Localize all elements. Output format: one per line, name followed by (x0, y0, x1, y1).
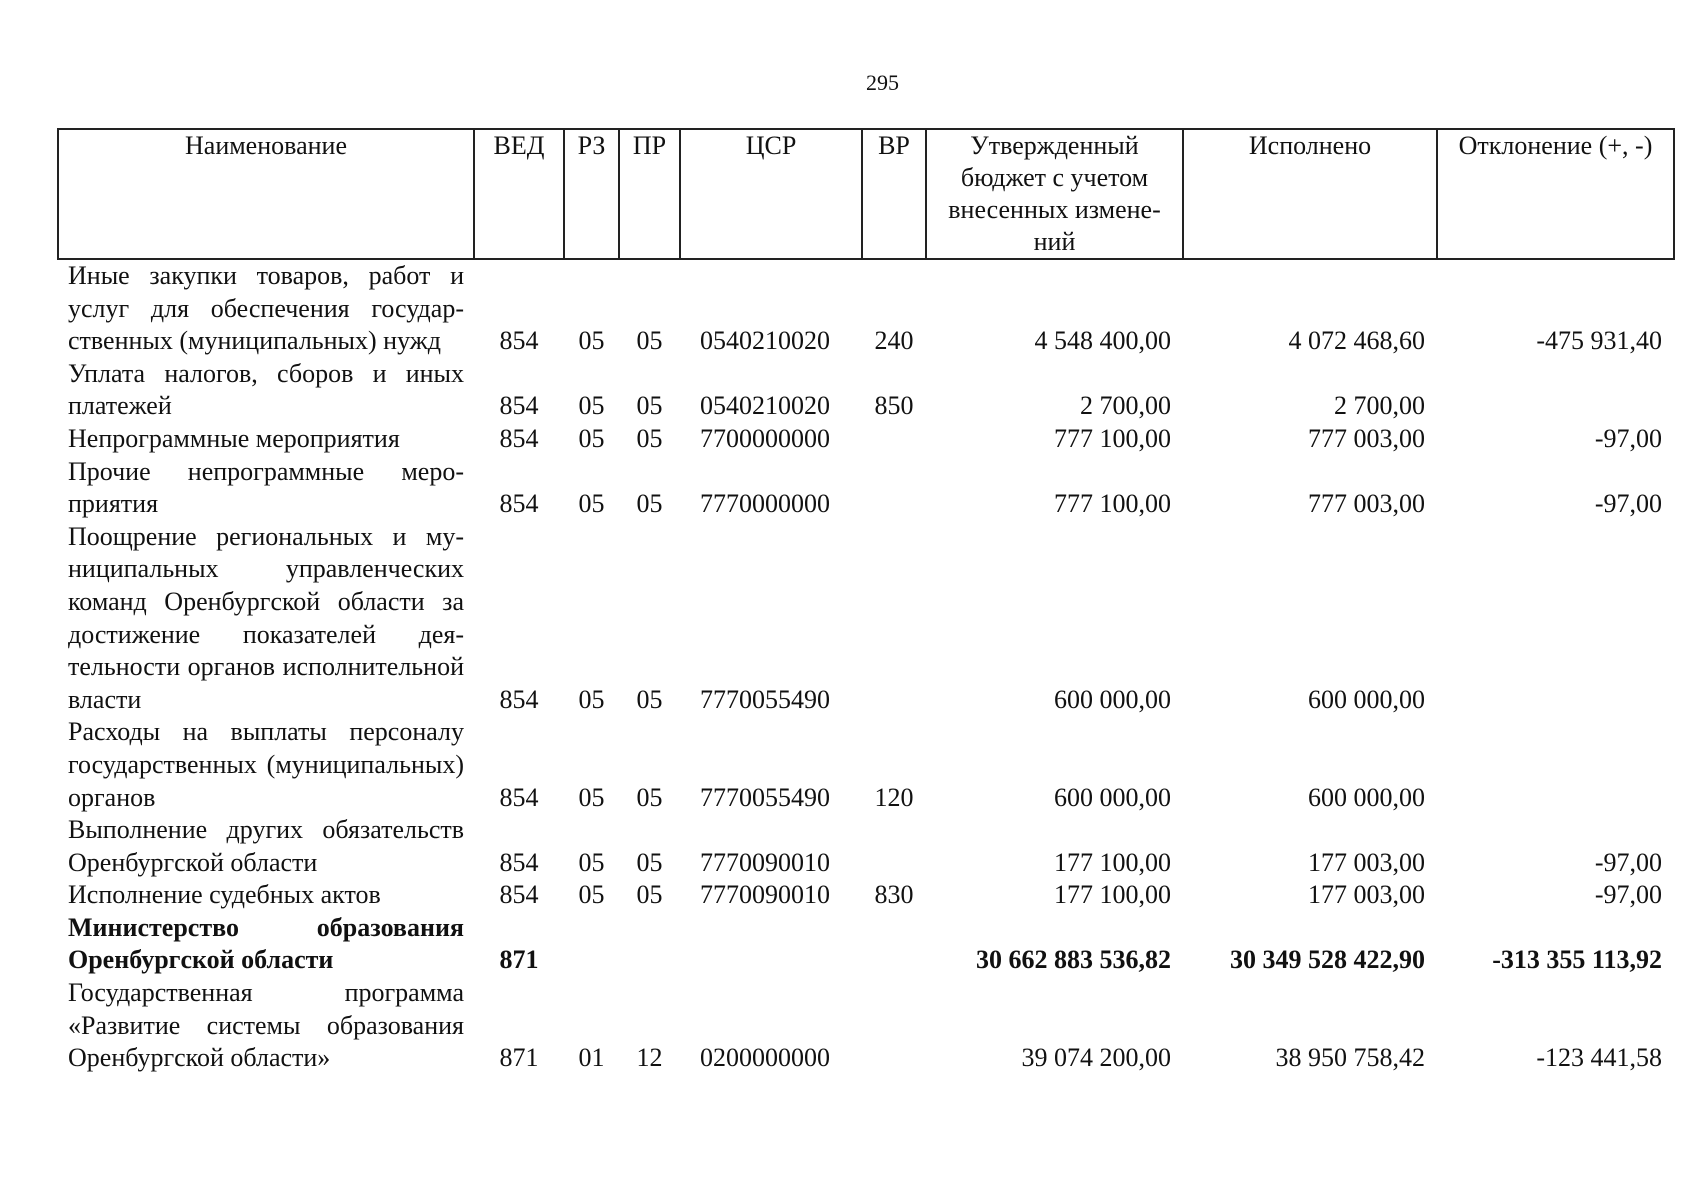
row-pr (619, 912, 680, 977)
row-rz: 05 (578, 423, 605, 453)
table-row (58, 423, 1674, 456)
table-row (58, 716, 1674, 814)
row-pr: 12 (636, 1043, 663, 1073)
row-executed: 777 003,00 (1308, 423, 1425, 453)
header-vr: ВР (862, 129, 926, 259)
row-deviation (1437, 521, 1674, 717)
row-name: Расходы на выплаты персоналу государственных (муниципальных) органов (68, 717, 464, 812)
row-csr: 0200000000 (700, 1043, 830, 1073)
row-deviation (1437, 358, 1674, 423)
row-ved: 854 (499, 423, 539, 453)
row-vr: 850 (874, 391, 914, 421)
row-rz: 05 (578, 847, 605, 877)
row-vr (862, 912, 926, 977)
row-ved: 854 (499, 391, 539, 421)
row-ved: 854 (499, 847, 539, 877)
row-pr: 05 (636, 423, 663, 453)
row-approved: 177 100,00 (1054, 847, 1171, 877)
row-vr: 120 (874, 782, 914, 812)
row-rz: 05 (578, 684, 605, 714)
row-vr (862, 456, 926, 521)
budget-execution-table (57, 128, 1675, 1075)
header-csr: ЦСР (680, 129, 862, 259)
row-name: Непрограммные мероприятия (68, 423, 400, 453)
row-deviation: -123 441,58 (1536, 1043, 1662, 1073)
row-approved: 2 700,00 (1080, 391, 1171, 421)
row-executed: 177 003,00 (1308, 880, 1425, 910)
row-name: Государственная программа «Развитие системы образования Оренбургской области» (68, 978, 464, 1073)
row-approved: 777 100,00 (1054, 423, 1171, 453)
row-deviation: -313 355 113,92 (1492, 945, 1662, 975)
row-executed: 2 700,00 (1334, 391, 1425, 421)
row-deviation (1437, 716, 1674, 814)
row-executed: 38 950 758,42 (1275, 1043, 1425, 1073)
table-row (58, 814, 1674, 879)
row-rz: 01 (578, 1043, 605, 1073)
row-executed: 4 072 468,60 (1288, 326, 1425, 356)
row-approved: 4 548 400,00 (1034, 326, 1171, 356)
row-csr: 7770055490 (700, 684, 830, 714)
table-row (58, 912, 1674, 977)
table-header-row (58, 129, 1674, 259)
row-csr: 0540210020 (700, 326, 830, 356)
header-approved: Утвержденный бюджет с учетом внесенных измене-ний (926, 129, 1183, 259)
table-row (58, 358, 1674, 423)
table-row (58, 259, 1674, 358)
header-rz: РЗ (564, 129, 619, 259)
row-executed: 600 000,00 (1308, 684, 1425, 714)
row-ved: 871 (499, 1043, 539, 1073)
row-pr: 05 (636, 880, 663, 910)
row-csr: 7770055490 (700, 782, 830, 812)
row-vr (862, 521, 926, 717)
row-approved: 177 100,00 (1054, 880, 1171, 910)
row-approved: 39 074 200,00 (1021, 1043, 1171, 1073)
row-approved: 777 100,00 (1054, 489, 1171, 519)
row-ved: 854 (499, 326, 539, 356)
row-pr: 05 (636, 782, 663, 812)
header-ved: ВЕД (474, 129, 564, 259)
row-rz: 05 (578, 489, 605, 519)
row-deviation: -475 931,40 (1536, 326, 1662, 356)
row-name: Поощрение региональных и муниципальных управленческих команд Оренбургской области за достижение показателей деятельности органов исполнительной власти (68, 521, 464, 714)
table-row (58, 977, 1674, 1075)
row-rz: 05 (578, 880, 605, 910)
header-executed: Исполнено (1183, 129, 1437, 259)
row-vr: 240 (874, 326, 914, 356)
row-csr: 0540210020 (700, 391, 830, 421)
row-pr: 05 (636, 391, 663, 421)
row-csr: 7770090010 (700, 880, 830, 910)
row-csr: 7770000000 (700, 489, 830, 519)
row-name: Выполнение других обязательств Оренбургской области (68, 815, 464, 877)
page-number: 295 (866, 70, 899, 95)
row-rz: 05 (578, 391, 605, 421)
row-vr (862, 814, 926, 879)
header-pr: ПР (619, 129, 680, 259)
row-csr: 7700000000 (700, 423, 830, 453)
row-deviation: -97,00 (1594, 880, 1662, 910)
row-executed: 600 000,00 (1308, 782, 1425, 812)
row-pr: 05 (636, 684, 663, 714)
row-executed: 30 349 528 422,90 (1230, 945, 1425, 975)
row-pr: 05 (636, 489, 663, 519)
row-pr: 05 (636, 326, 663, 356)
table-row (58, 879, 1674, 912)
row-vr: 830 (874, 880, 914, 910)
row-name: Министерство образования Оренбургской области (68, 912, 464, 975)
row-deviation: -97,00 (1594, 423, 1662, 453)
row-approved: 600 000,00 (1054, 782, 1171, 812)
header-name: Наименование (58, 129, 474, 259)
table-body (58, 259, 1674, 1075)
row-deviation: -97,00 (1594, 489, 1662, 519)
row-csr: 7770090010 (700, 847, 830, 877)
row-pr: 05 (636, 847, 663, 877)
row-rz (564, 912, 619, 977)
table-row (58, 456, 1674, 521)
row-executed: 177 003,00 (1308, 847, 1425, 877)
table-row (58, 521, 1674, 717)
row-ved: 854 (499, 684, 539, 714)
row-ved: 854 (499, 782, 539, 812)
row-rz: 05 (578, 326, 605, 356)
row-name: Иные закупки товаров, работ и услуг для обеспечения государственных (муниципальных) нужд (68, 261, 464, 356)
row-vr (862, 977, 926, 1075)
row-vr (862, 423, 926, 456)
row-executed: 777 003,00 (1308, 489, 1425, 519)
row-ved: 854 (499, 489, 539, 519)
row-name: Прочие непрограммные мероприятия (68, 456, 464, 519)
row-rz: 05 (578, 782, 605, 812)
row-ved: 854 (499, 880, 539, 910)
row-approved: 600 000,00 (1054, 684, 1171, 714)
row-approved: 30 662 883 536,82 (976, 945, 1171, 975)
row-csr (680, 912, 862, 977)
row-deviation: -97,00 (1594, 847, 1662, 877)
row-name: Исполнение судебных актов (68, 880, 381, 910)
row-name: Уплата налогов, сборов и иных платежей (68, 358, 464, 421)
row-ved: 871 (499, 945, 539, 975)
header-deviation: Отклонение (+, -) (1437, 129, 1674, 259)
